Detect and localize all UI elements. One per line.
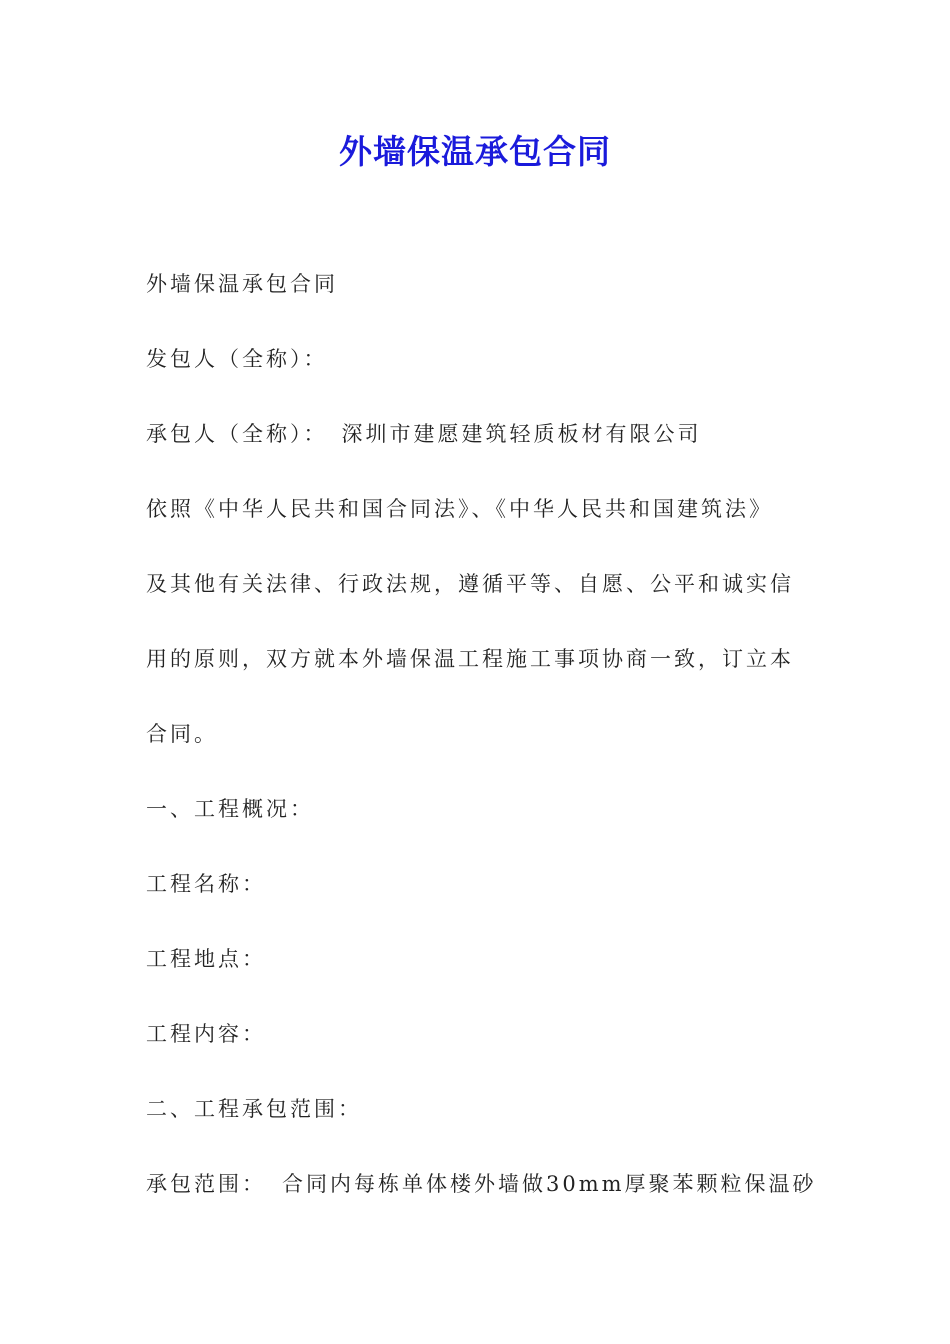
project-name-line: 工程名称： [146, 872, 266, 896]
document-title: 外墙保温承包合同 [339, 132, 611, 171]
document-body [146, 262, 817, 1237]
contract-subtitle: 外墙保温承包合同 [146, 272, 338, 296]
scope-label: 承包范围： [146, 1172, 266, 1196]
employer-line [146, 337, 808, 412]
scope-line [146, 1162, 817, 1237]
contractor-label: 承包人（全称）： [146, 422, 328, 446]
project-location-line: 工程地点： [146, 947, 266, 971]
section-heading-overview: 一、工程概况： [146, 797, 314, 821]
section-heading-scope: 二、工程承包范围： [146, 1097, 362, 1121]
contractor-line [146, 412, 808, 487]
preamble-line: 用的原则，双方就本外墙保温工程施工事项协商一致，订立本 [146, 647, 794, 671]
preamble-line: 合同。 [146, 722, 218, 746]
contractor-name: 深圳市建愿建筑轻质板材有限公司 [341, 422, 702, 446]
preamble-line: 依照《中华人民共和国合同法》、《中华人民共和国建筑法》 [146, 497, 773, 521]
employer-label: 发包人（全称）： [146, 347, 328, 371]
project-content-line: 工程内容： [146, 1022, 266, 1046]
scope-text: 合同内每栋单体楼外墙做30mm厚聚苯颗粒保温砂 [282, 1172, 817, 1196]
preamble-line: 及其他有关法律、行政法规，遵循平等、自愿、公平和诚实信 [146, 572, 794, 596]
